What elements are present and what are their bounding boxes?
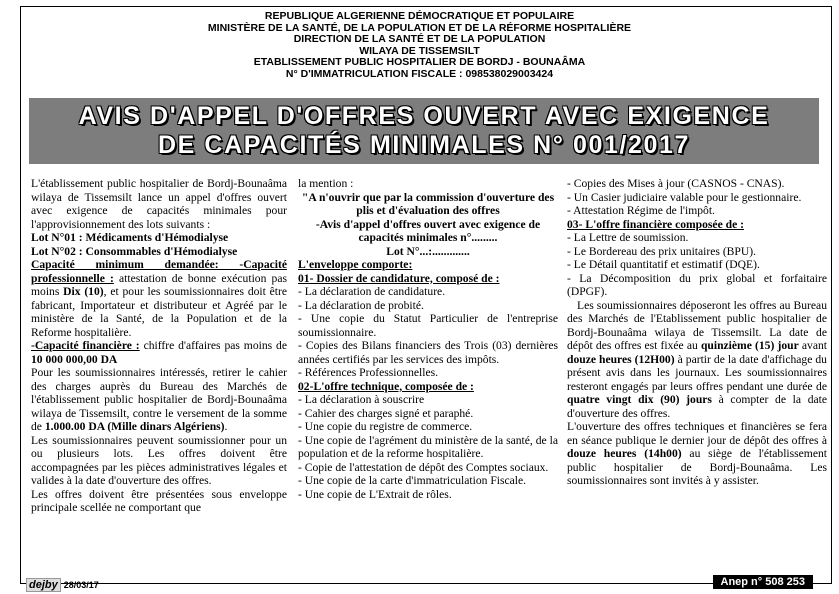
list-item: - La Lettre de soumission. — [567, 231, 689, 244]
cahier-text: Pour les soumissionnaires intéressés, retirer le cahier des charges auprès du Bureau des Marchés de l'établissement public hospitalier de Bordj-Bounaâma wilaya de Tissemsilt, contre le versement de la somme de — [31, 366, 287, 433]
list-item: - Un Casier judiciaire valable pour le gestionnaire. — [567, 190, 802, 204]
column-3 — [567, 177, 827, 488]
financial-capacity-title: -Capacité financière : — [31, 339, 140, 352]
list-item: - Le Détail quantitatif et estimatif (DQE). — [567, 258, 760, 271]
enveloppe-paragraph: Les offres doivent être présentées sous enveloppe principale scellée ne comportant que — [31, 487, 287, 514]
capacity-count: Dix (10) — [63, 285, 104, 298]
depot-text: à compter de la date d'ouverture des offres. — [567, 393, 827, 420]
lots-paragraph: Les soumissionnaires peuvent soumissionner pour un ou plusieurs lots. Les offres doivent être accompagnées par les pièces administratives légales et valides à la date d'ouverture des offres. — [31, 433, 287, 487]
depot-paragraph — [567, 299, 827, 421]
list-item: - Une copie du Statut Particulier de l'entreprise soumissionnaire. — [298, 312, 558, 339]
list-item: - Copies des Bilans financiers des Trois (03) dernières années certifiés par les services des impôts. — [298, 339, 558, 366]
mention-quote: -Avis d'appel d'offres ouvert avec exigence de capacités minimales n°......... — [315, 217, 541, 244]
depot-text: Les soumissionnaires déposeront les offres au Bureau des Marchés de l'Etablissement public hospitalier de Bordj-Bounaâma wilaya de Tissemsilt. La date de dépôt des offres est fixée au — [567, 298, 827, 352]
header-line: REPUBLIQUE ALGERIENNE DÉMOCRATIQUE ET POPULAIRE — [264, 10, 575, 22]
depot-day: quinzième (15) jour — [700, 339, 799, 352]
cahier-paragraph — [31, 366, 287, 434]
column-1 — [31, 177, 287, 515]
mention-text: la mention : — [298, 177, 354, 190]
header-line: DIRECTION DE LA SANTÉ ET DE LA POPULATION — [293, 33, 546, 46]
list-item: - Cahier des charges signé et paraphé. — [298, 406, 474, 420]
depot-duration: quatre vingt dix (90) jours — [567, 393, 712, 406]
footer-left — [26, 578, 99, 592]
capacity-paragraph — [31, 258, 287, 339]
capacity-title: Capacité minimum demandée: -Capacité professionnelle : — [31, 258, 287, 285]
tech-title: 02-L'offre technique, composée de : — [298, 379, 474, 393]
title-line-2: DE CAPACITÉS MINIMALES N° 001/2017 — [157, 131, 691, 159]
financial-offer-title: 03- L'offre financière composée de : — [567, 217, 744, 231]
list-item: - Une copie de la carte d'immatriculation Fiscale. — [298, 474, 527, 487]
footer-date: 28/03/17 — [63, 580, 99, 590]
list-item: - Copie de l'attestation de dépôt des Comptes sociaux. — [298, 460, 549, 474]
depot-hour: douze heures (12H00) — [567, 352, 675, 366]
list-item: - La déclaration à souscrire — [298, 393, 425, 406]
column-2 — [298, 177, 558, 501]
mention-quote: Lot N°...:............. — [386, 244, 470, 258]
title-line-1: AVIS D'APPEL D'OFFRES OUVERT AVEC EXIGENCE — [78, 102, 770, 130]
depot-text: à partir de la date d'affichage du présent avis dans les journaux. Les soumissionnaires resteront engagés par leurs offres pendant une durée de — [567, 352, 827, 393]
opening-paragraph — [567, 420, 827, 488]
opening-hour: douze heures (14h00) — [567, 447, 682, 460]
financial-capacity-paragraph — [31, 339, 287, 366]
list-item: - Une copie du registre de commerce. — [298, 420, 473, 433]
list-item: - Références Professionnelles. — [298, 366, 439, 379]
header-line: MINISTÈRE DE LA SANTÉ, DE LA POPULATION ET DE LA RÉFORME HOSPITALIÈRE — [207, 21, 632, 34]
lot-2: Lot N°02 : Consommables d'Hémodialyse — [31, 244, 238, 258]
enveloppe-title: L'enveloppe comporte: — [298, 258, 413, 271]
header-line: N° D'IMMATRICULATION FISCALE : 098538029003424 — [285, 67, 554, 80]
list-item: - Attestation Régime de l'impôt. — [567, 204, 715, 217]
capacity-text: , et pour les soumissionnaires doit être fabricant, Importateur et distributeur et Agréé par le ministère de la Santé, de la Population et de la Reforme hospitalière. — [31, 285, 288, 339]
opening-text: au siège de l'établissement public hospitalier de Bordj-Bounaâma. Les soumissionnaires sont invités à y assister. — [567, 447, 827, 487]
list-item: - Une copie de l'agrément du ministère de la santé, de la population et de la reforme hospitalière. — [298, 433, 558, 460]
cahier-amount: 1.000.00 DA (Mille dinars Algériens) — [44, 420, 225, 433]
list-item: - Le Bordereau des prix unitaires (BPU). — [567, 244, 756, 258]
list-item: - La Décomposition du prix global et forfaitaire (DPGF). — [567, 271, 827, 298]
capacity-text: attestation de bonne exécution pas moins — [31, 271, 287, 298]
opening-text: L'ouverture des offres techniques et financières se fera en séance publique le dernier jour de dépôt des offres à — [567, 420, 827, 447]
header-block — [0, 11, 839, 81]
list-item: - Copies des Mises à jour (CASNOS - CNAS). — [567, 177, 785, 190]
cahier-text: . — [224, 420, 228, 433]
title-banner — [29, 98, 819, 164]
dossier-title: 01- Dossier de candidature, composé de : — [298, 271, 500, 285]
list-item: - La déclaration de probité. — [298, 298, 424, 312]
list-item: - La déclaration de candidature. — [298, 285, 446, 298]
list-item: - Une copie de L'Extrait de rôles. — [298, 487, 452, 501]
header-line: ETABLISSEMENT PUBLIC HOSPITALIER DE BORDJ - BOUNAÂMA — [253, 56, 586, 69]
depot-text: avant — [798, 339, 827, 352]
mention-quote: "A n'ouvrir que par la commission d'ouverture des plis et d'évaluation des offres — [301, 190, 555, 217]
header-line: WILAYA DE TISSEMSILT — [359, 44, 480, 57]
financial-capacity-text: chiffre d'affaires pas moins de — [139, 339, 287, 352]
lot-1: Lot N°01 : Médicaments d'Hémodialyse — [31, 231, 229, 244]
financial-capacity-amount: 10 000 000,00 DA — [31, 352, 118, 366]
publisher-logo: dejby — [26, 578, 61, 592]
anep-badge: Anep n° 508 253 — [713, 575, 814, 589]
intro-paragraph: L'établissement public hospitalier de Bordj-Bounaâma wilaya de Tissemsilt lance un appel d'offres ouvert avec exigence de capacités minimales pour l'approvisionnement des lots suivants : — [31, 177, 287, 231]
